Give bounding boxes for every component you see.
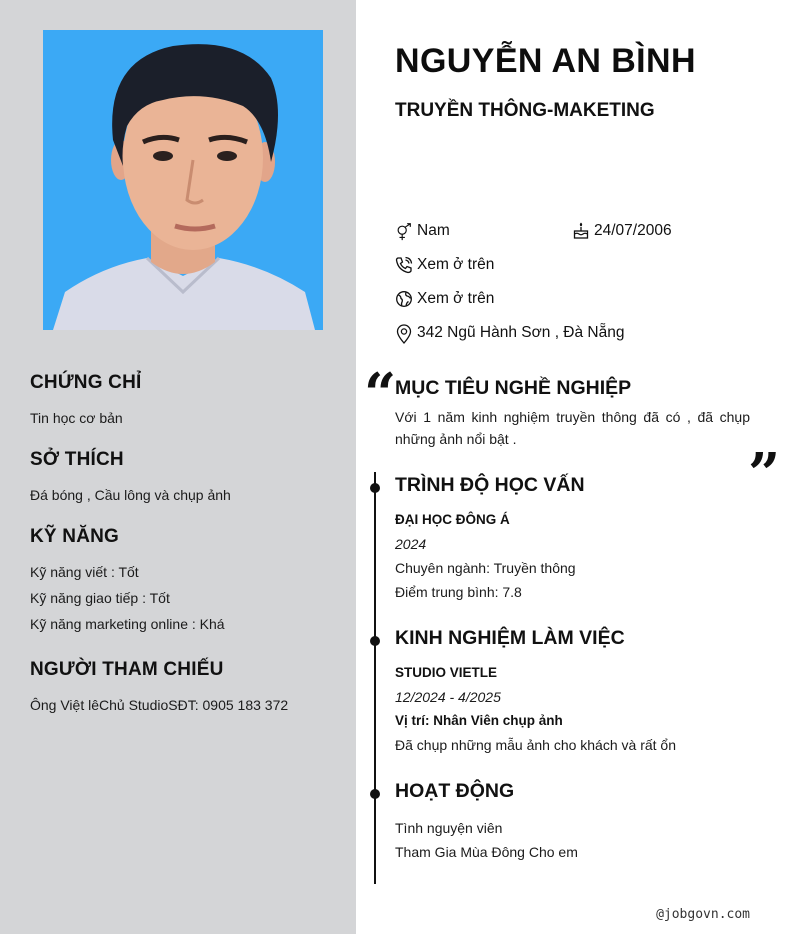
experience-block — [395, 661, 755, 757]
activities-block — [395, 816, 755, 864]
activity-item: Tham Gia Mùa Đông Cho em — [395, 844, 578, 860]
experience-position: Vị trí: Nhân Viên chụp ảnh — [395, 713, 563, 728]
certificates-title: CHỨNG CHỈ — [30, 372, 142, 393]
reference-item: Ông Việt lêChủ StudioSĐT: 0905 183 372 — [30, 697, 289, 713]
full-name: NGUYỄN AN BÌNH — [395, 42, 696, 80]
timeline-dot — [370, 789, 380, 799]
hobbies-section — [30, 449, 330, 508]
skills-title: KỸ NĂNG — [30, 526, 120, 547]
skill-item: Kỹ năng viết : Tốt — [30, 564, 139, 580]
cake-icon — [572, 222, 590, 240]
job-title: TRUYỀN THÔNG-MAKETING — [395, 100, 655, 121]
school-name: ĐẠI HỌC ĐÔNG Á — [395, 512, 510, 527]
timeline-dot — [370, 636, 380, 646]
birthday-value: 24/07/2006 — [594, 222, 672, 239]
certificate-item: Tin học cơ bản — [30, 410, 123, 426]
gender-value: Nam — [417, 222, 450, 239]
timeline-dot — [370, 483, 380, 493]
objective-title: MỤC TIÊU NGHỀ NGHIỆP — [395, 377, 632, 399]
gender-row — [395, 222, 450, 240]
address-row — [395, 324, 625, 342]
left-sidebar — [0, 0, 356, 934]
main-content — [356, 0, 790, 934]
company-name: STUDIO VIETLE — [395, 665, 498, 680]
hobbies-title: SỞ THÍCH — [30, 449, 124, 470]
location-pin-icon — [395, 324, 413, 342]
references-section — [30, 659, 330, 718]
website-value: Xem ở trên — [417, 290, 495, 307]
gender-icon — [395, 222, 413, 240]
experience-title: KINH NGHIỆM LÀM VIỆC — [395, 627, 625, 649]
objective-text: Với 1 năm kinh nghiệm truyền thông đã có , đã chụp những ảnh nổi bật . — [395, 409, 750, 447]
activities-title: HOẠT ĐỘNG — [395, 780, 515, 802]
phone-row — [395, 256, 494, 274]
globe-icon — [395, 290, 413, 308]
education-gpa: Điểm trung bình: 7.8 — [395, 584, 522, 600]
references-title: NGƯỜI THAM CHIẾU — [30, 659, 224, 680]
website-row — [395, 290, 494, 308]
hobby-item: Đá bóng , Cầu lông và chụp ảnh — [30, 487, 231, 503]
education-year: 2024 — [395, 536, 427, 552]
experience-period: 12/2024 - 4/2025 — [395, 689, 501, 705]
skill-item: Kỹ năng marketing online : Khá — [30, 616, 225, 632]
education-major: Chuyên ngành: Truyền thông — [395, 560, 576, 576]
phone-value: Xem ở trên — [417, 256, 495, 273]
education-title: TRÌNH ĐỘ HỌC VẤN — [395, 474, 585, 496]
experience-description: Đã chụp những mẫu ảnh cho khách và rất ổn — [395, 737, 676, 753]
activity-item: Tình nguyện viên — [395, 820, 503, 836]
profile-photo — [43, 30, 323, 330]
quote-open-icon: “ — [364, 361, 397, 427]
birthday-row — [572, 222, 672, 240]
skills-section — [30, 526, 330, 637]
skill-item: Kỹ năng giao tiếp : Tốt — [30, 590, 170, 606]
phone-icon — [395, 256, 413, 274]
footer-watermark: @jobgovn.com — [656, 907, 750, 922]
address-value: 342 Ngũ Hành Sơn , Đà Nẵng — [417, 324, 625, 341]
education-block — [395, 508, 755, 604]
timeline-line — [374, 472, 376, 884]
quote-close-icon: ” — [748, 441, 781, 507]
certificates-section — [30, 372, 330, 431]
